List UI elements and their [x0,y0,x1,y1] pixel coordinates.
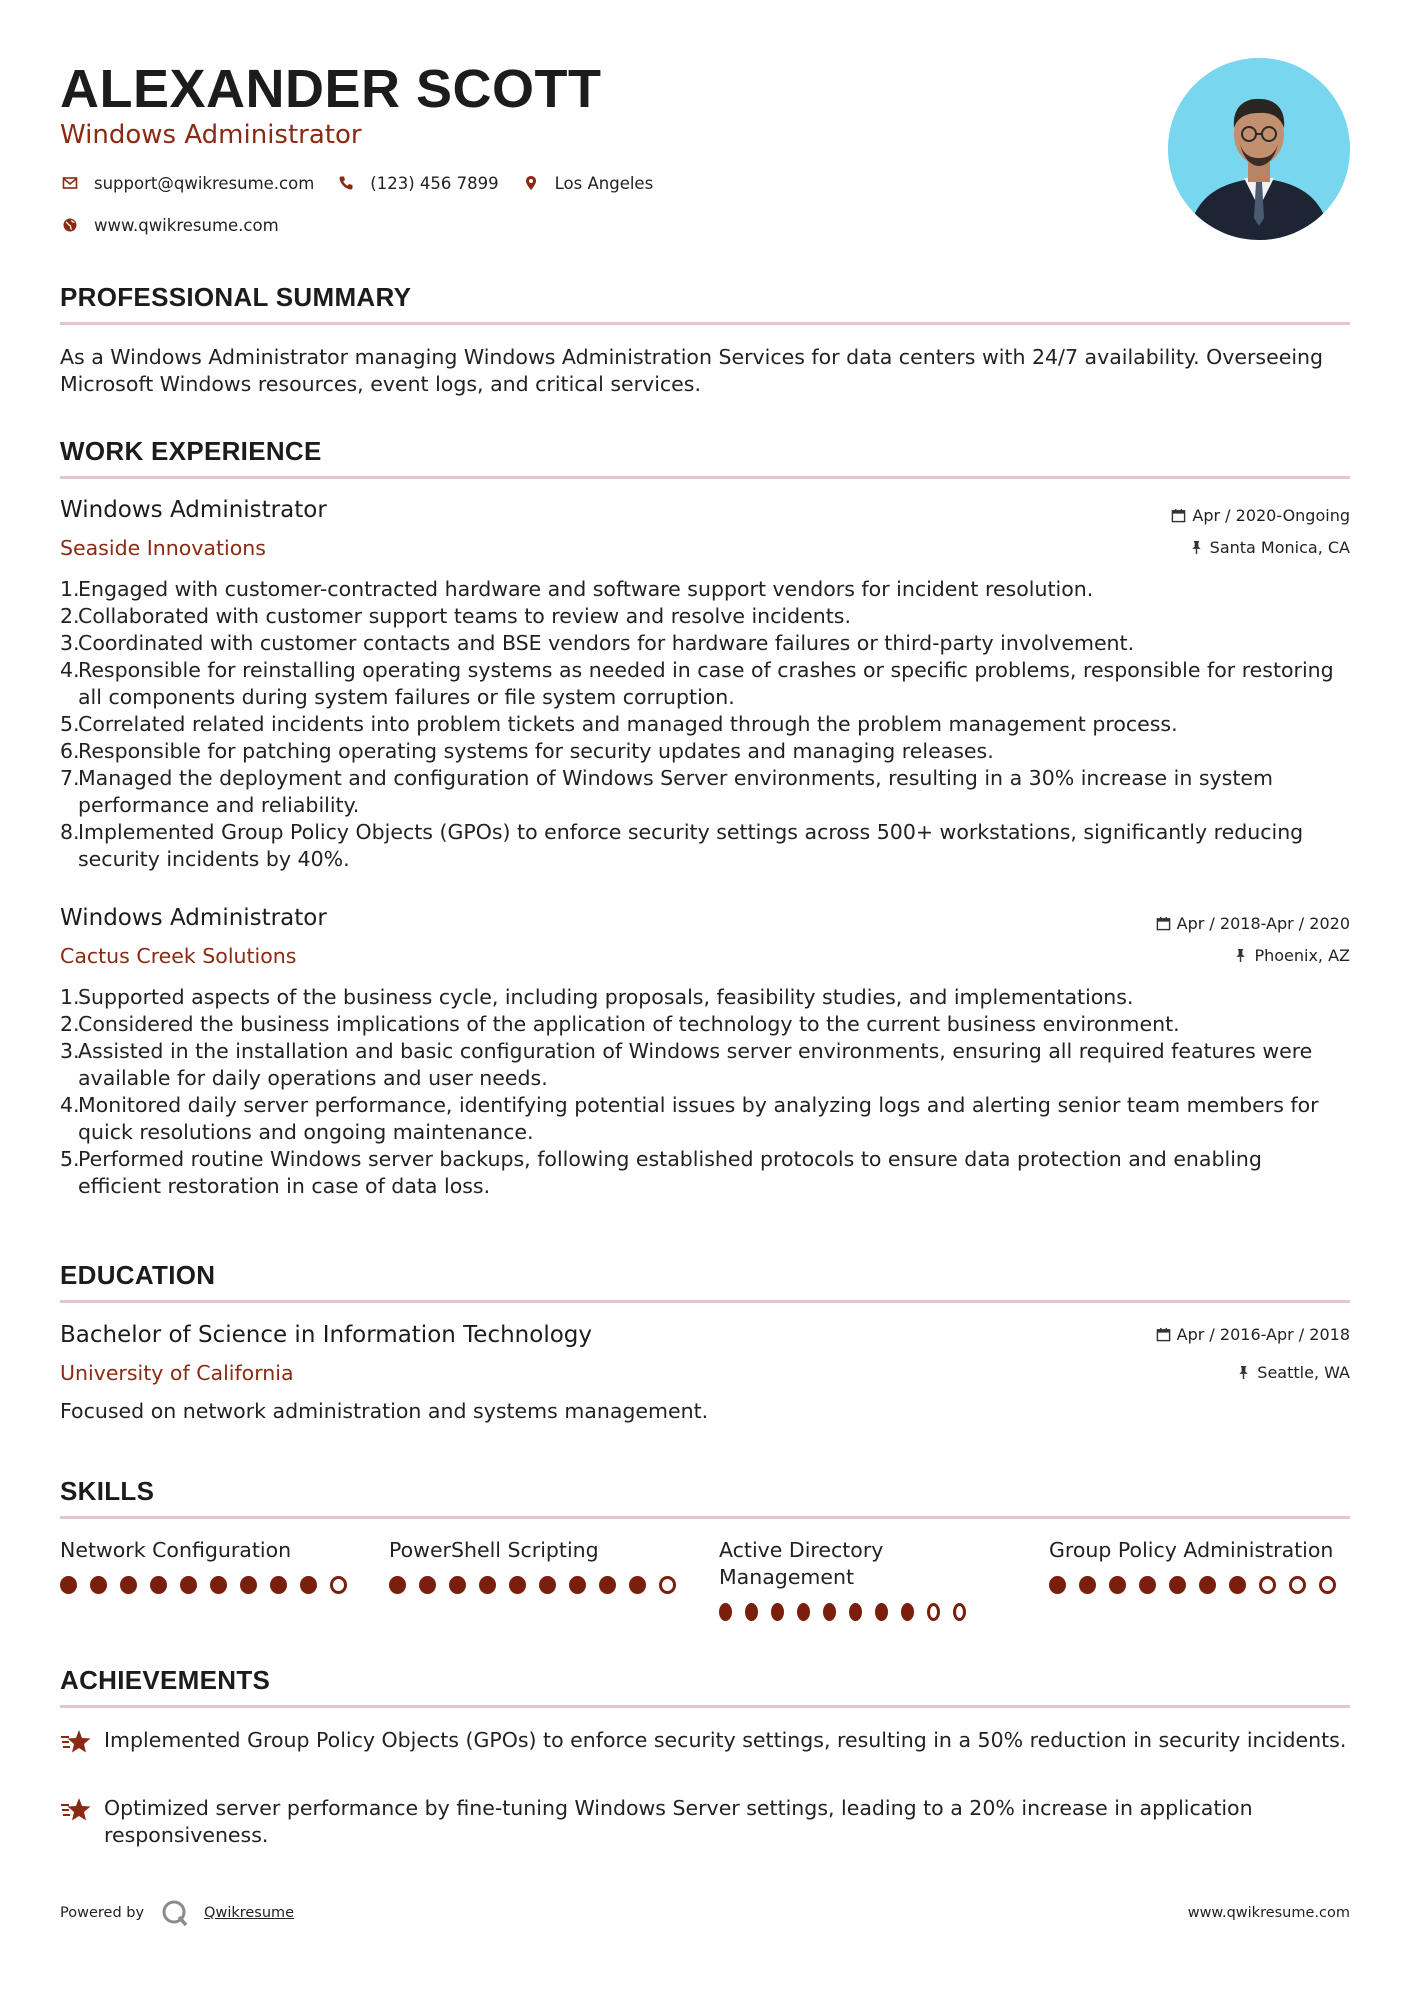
job-dates [1156,914,1350,933]
star-icon [60,1727,104,1762]
summary-heading: PROFESSIONAL SUMMARY [60,282,412,312]
job-bullets [60,984,1350,1200]
rating-dot-filled [210,1576,227,1594]
rating-dot-filled [1139,1576,1156,1594]
list-item: Engaged with customer-contracted hardware and software support vendors for incident resolution. [78,577,1094,601]
skill-item [60,1537,360,1594]
rating-dot-filled [509,1576,526,1594]
job-dates-text: Apr / 2018-Apr / 2020 [1176,914,1350,933]
list-item: Considered the business implications of the application of technology to the current business environment. [78,1012,1180,1036]
list-item: Responsible for reinstalling operating systems as needed in case of crashes or specific problems, responsible for restoring all components during system failures or file system corruption. [78,658,1334,709]
job-location-text: Santa Monica, CA [1209,538,1350,557]
achievement-item [60,1727,1350,1762]
pin-icon [1236,1365,1251,1380]
footer-powered-by [60,1898,294,1928]
contact-website[interactable]: www.qwikresume.com [94,215,279,235]
skill-rating [719,1603,979,1621]
resume-page [60,0,1350,1990]
rating-dot-filled [823,1603,836,1621]
job-company: Seaside Innovations [60,536,266,560]
list-item: Coordinated with customer contacts and BSE vendors for hardware failures or third-party involvement. [78,631,1135,655]
list-item: Managed the deployment and configuration of Windows Server environments, resulting in a 30% increase in system performance and reliability. [78,766,1273,817]
calendar-icon [1171,508,1186,523]
summary-divider [60,322,1350,325]
rating-dot-filled [479,1576,496,1594]
job-bullets [60,576,1350,873]
star-icon [60,1795,104,1849]
rating-dot-filled [180,1576,197,1594]
rating-dot-filled [240,1576,257,1594]
calendar-icon [1156,916,1171,931]
skills-heading: SKILLS [60,1476,155,1506]
phone-icon [336,173,356,193]
skill-item [1049,1537,1349,1594]
job-dates [1171,506,1350,525]
skill-name: Group Policy Administration [1049,1538,1334,1562]
list-item: Supported aspects of the business cycle, including proposals, feasibility studies, and implementations. [78,985,1134,1009]
footer-website[interactable]: www.qwikresume.com [1187,1905,1350,1921]
rating-dot-filled [599,1576,616,1594]
achievements-heading: ACHIEVEMENTS [60,1665,271,1695]
rating-dot-empty [330,1576,347,1594]
skill-rating [60,1576,360,1594]
rating-dot-filled [797,1603,810,1621]
qwikresume-logo-icon [160,1898,190,1928]
rating-dot-filled [1199,1576,1216,1594]
job-location [1189,538,1350,557]
achievement-text: Implemented Group Policy Objects (GPOs) to enforce security settings, resulting in a 50% reduction in security incidents. [104,1728,1347,1752]
skill-rating [389,1576,689,1594]
degree-title: Bachelor of Science in Information Technology [60,1322,592,1348]
job-company: Cactus Creek Solutions [60,944,297,968]
education-divider [60,1300,1350,1303]
skill-name: PowerShell Scripting [389,1538,599,1562]
job-title: Windows Administrator [60,905,327,931]
rating-dot-filled [419,1576,436,1594]
skill-name: Active Directory Management [719,1538,884,1589]
rating-dot-filled [1109,1576,1126,1594]
school-name: University of California [60,1361,294,1385]
rating-dot-filled [120,1576,137,1594]
rating-dot-filled [90,1576,107,1594]
rating-dot-filled [389,1576,406,1594]
rating-dot-filled [569,1576,586,1594]
website-row [60,215,301,235]
rating-dot-filled [901,1603,914,1621]
brand-link[interactable]: Qwikresume [204,1905,295,1921]
rating-dot-empty [1289,1576,1306,1594]
powered-by-label: Powered by [60,1905,145,1921]
rating-dot-filled [849,1603,862,1621]
achievements-divider [60,1705,1350,1708]
rating-dot-filled [719,1603,732,1621]
candidate-name: ALEXANDER SCOTT [60,59,602,119]
rating-dot-filled [150,1576,167,1594]
rating-dot-filled [449,1576,466,1594]
rating-dot-filled [539,1576,556,1594]
skill-item [719,1537,979,1621]
rating-dot-filled [1169,1576,1186,1594]
list-item: Performed routine Windows server backups, following established protocols to ensure data protection and enabling efficient restoration in case of data loss. [78,1147,1262,1198]
rating-dot-filled [1049,1576,1066,1594]
education-dates [1156,1325,1350,1344]
rating-dot-empty [953,1603,966,1621]
education-location [1236,1363,1350,1382]
rating-dot-filled [270,1576,287,1594]
pin-icon [1233,948,1248,963]
education-dates-text: Apr / 2016-Apr / 2018 [1176,1325,1350,1344]
rating-dot-filled [771,1603,784,1621]
list-item: Responsible for patching operating systems for security updates and managing releases. [78,739,994,763]
job-location-text: Phoenix, AZ [1254,946,1350,965]
skill-rating [1049,1576,1349,1594]
rating-dot-empty [1319,1576,1336,1594]
education-description: Focused on network administration and systems management. [60,1399,709,1423]
rating-dot-empty [659,1576,676,1594]
rating-dot-filled [300,1576,317,1594]
list-item: Correlated related incidents into problem tickets and managed through the problem management process. [78,712,1178,736]
education-heading: EDUCATION [60,1260,216,1290]
achievement-text: Optimized server performance by fine-tuning Windows Server settings, leading to a 20% increase in application responsiveness. [104,1796,1253,1847]
rating-dot-filled [60,1576,77,1594]
map-pin-icon [521,173,541,193]
experience-heading: WORK EXPERIENCE [60,436,322,466]
list-item: Assisted in the installation and basic configuration of Windows server environments, ensuring all required features were available for daily operations and user needs. [78,1039,1313,1090]
rating-dot-filled [745,1603,758,1621]
skills-divider [60,1516,1350,1519]
calendar-icon [1156,1327,1171,1342]
rating-dot-filled [1229,1576,1246,1594]
globe-icon [60,215,80,235]
rating-dot-filled [875,1603,888,1621]
list-item: Implemented Group Policy Objects (GPOs) to enforce security settings across 500+ workstations, significantly reducing security incidents by 40%. [78,820,1304,871]
rating-dot-filled [1079,1576,1096,1594]
skill-name: Network Configuration [60,1538,292,1562]
list-item: Collaborated with customer support teams to review and resolve incidents. [78,604,851,628]
envelope-icon [60,173,80,193]
skill-item [389,1537,689,1594]
job-title: Windows Administrator [60,497,327,523]
job-location [1233,946,1350,965]
summary-text: As a Windows Administrator managing Windows Administration Services for data centers with 24/7 availability. Overseeing Microsoft Windows resources, event logs, and critical services. [60,345,1324,396]
profile-photo [1168,58,1350,240]
job-dates-text: Apr / 2020-Ongoing [1192,506,1350,525]
rating-dot-filled [629,1576,646,1594]
rating-dot-empty [1259,1576,1276,1594]
list-item: Monitored daily server performance, identifying potential issues by analyzing logs and alerting senior team members for quick resolutions and ongoing maintenance. [78,1093,1319,1144]
pin-icon [1189,540,1204,555]
education-location-text: Seattle, WA [1257,1363,1350,1382]
experience-divider [60,476,1350,479]
candidate-role: Windows Administrator [60,120,362,150]
contact-location: Los Angeles [554,173,654,193]
contact-phone[interactable]: (123) 456 7899 [370,173,499,193]
contact-email[interactable]: support@qwikresume.com [94,173,315,193]
contact-row [60,173,675,193]
achievement-item [60,1795,1350,1849]
rating-dot-empty [927,1603,940,1621]
